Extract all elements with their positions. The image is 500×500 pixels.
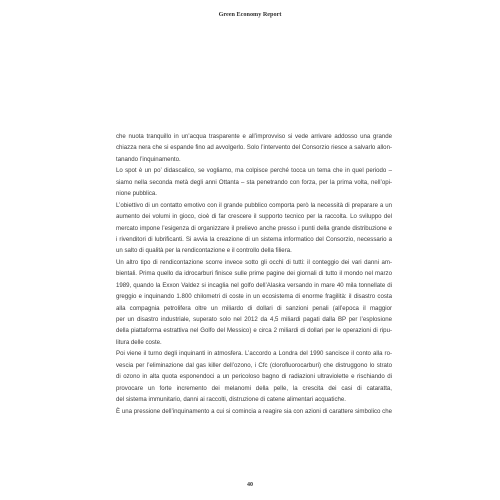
text-line: alla compagnia petrolifera oltre un miliardo di dollari di sanzioni penali (all’epoca il maggior — [116, 304, 392, 312]
text-line: della piattaforma estrattiva nel Golfo del Messico) e circa 2 miliardi di dollari per le operazioni di ripu- — [116, 327, 392, 335]
text-line: litura delle coste. — [116, 338, 162, 346]
text-line: del sistema immunitario, danni ai raccolti, distruzione di catene alimentari acquatiche. — [116, 396, 346, 404]
text-line: tanando l’inquinamento. — [116, 155, 181, 163]
running-header: Green Economy Report — [218, 11, 282, 18]
text-line: i rivenditori di lubrificanti. Si avvia la creazione di un sistema informatico del Consorzio, necessario a — [116, 235, 392, 243]
text-line: un salto di qualità per la rendicontazione e il controllo della filiera. — [116, 247, 292, 255]
text-line: per un disastro industriale, superato solo nel 2012 da 4,5 miliardi pagati dalla BP per l’esplosione — [116, 316, 392, 323]
text-line: Poi viene il turno degli inquinanti in atmosfera. L’accordo a Londra del 1990 sancisce il conto alla ro- — [116, 350, 392, 358]
text-line: 1989, quando la Exxon Valdez si incaglia nel golfo dell’Alaska versando in mare 40 mila tonnellate di — [116, 281, 392, 289]
text-line: nione pubblica. — [116, 190, 157, 198]
text-line: È una pressione dell’inquinamento a cui si comincia a reagire sia con azioni di carattere simbolico che — [116, 407, 392, 415]
text-line: bientali. Prima quello da idrocarburi finisce sulle prime pagine dei giornali di tutto il mondo nel marzo — [116, 270, 392, 278]
text-line: vescia per l’eliminazione dal gas killer dell’ozono, i Cfc (clorofluorocarburi) che distruggono lo strato — [116, 361, 392, 369]
text-line: aumento dei volumi in gioco, cioè di far crescere il supporto tecnico per la raccolta. Lo sviluppo del — [116, 213, 392, 221]
text-line: che nuota tranquillo in un’acqua trasparente e all’improvviso si vede arrivare addosso una grande — [116, 133, 392, 140]
text-line: provocare un forte incremento dei melanomi della pelle, la crescita dei casi di cataratta, — [116, 384, 392, 392]
text-line: greggio e inquinando 1.800 chilometri di coste in un ecosistema di enorme fragilità: il disastro costa — [116, 293, 392, 301]
text-line: siamo nella seconda metà degli anni Ottanta – sta penetrando con forza, per la prima volta, nell’opi- — [116, 178, 392, 186]
text-line: chiazza nera che si espande fino ad avvolgerlo. Solo l’intervento del Consorzio riesce a salvarlo allon- — [116, 144, 392, 152]
body-text — [116, 131, 392, 417]
text-line: mercato impone l’esigenza di organizzare il prelievo anche presso i punti della grande distribuzione e — [116, 224, 392, 232]
text-line: di ozono in alta quota esponendoci a un pericoloso bagno di radiazioni ultraviolette e rischiando di — [116, 373, 392, 381]
text-line: Lo spot è un po’ didascalico, se vogliamo, ma colpisce perché tocca un tema che in quel periodo – — [116, 167, 392, 175]
text-line: L’obiettivo di un contatto emotivo con il grande pubblico comporta però la necessità di preparare a un — [116, 201, 392, 209]
page-number: 40 — [247, 482, 253, 488]
text-line: Un altro tipo di rendicontazione scorre invece sotto gli occhi di tutti: il conteggio dei vari danni am- — [116, 258, 392, 266]
